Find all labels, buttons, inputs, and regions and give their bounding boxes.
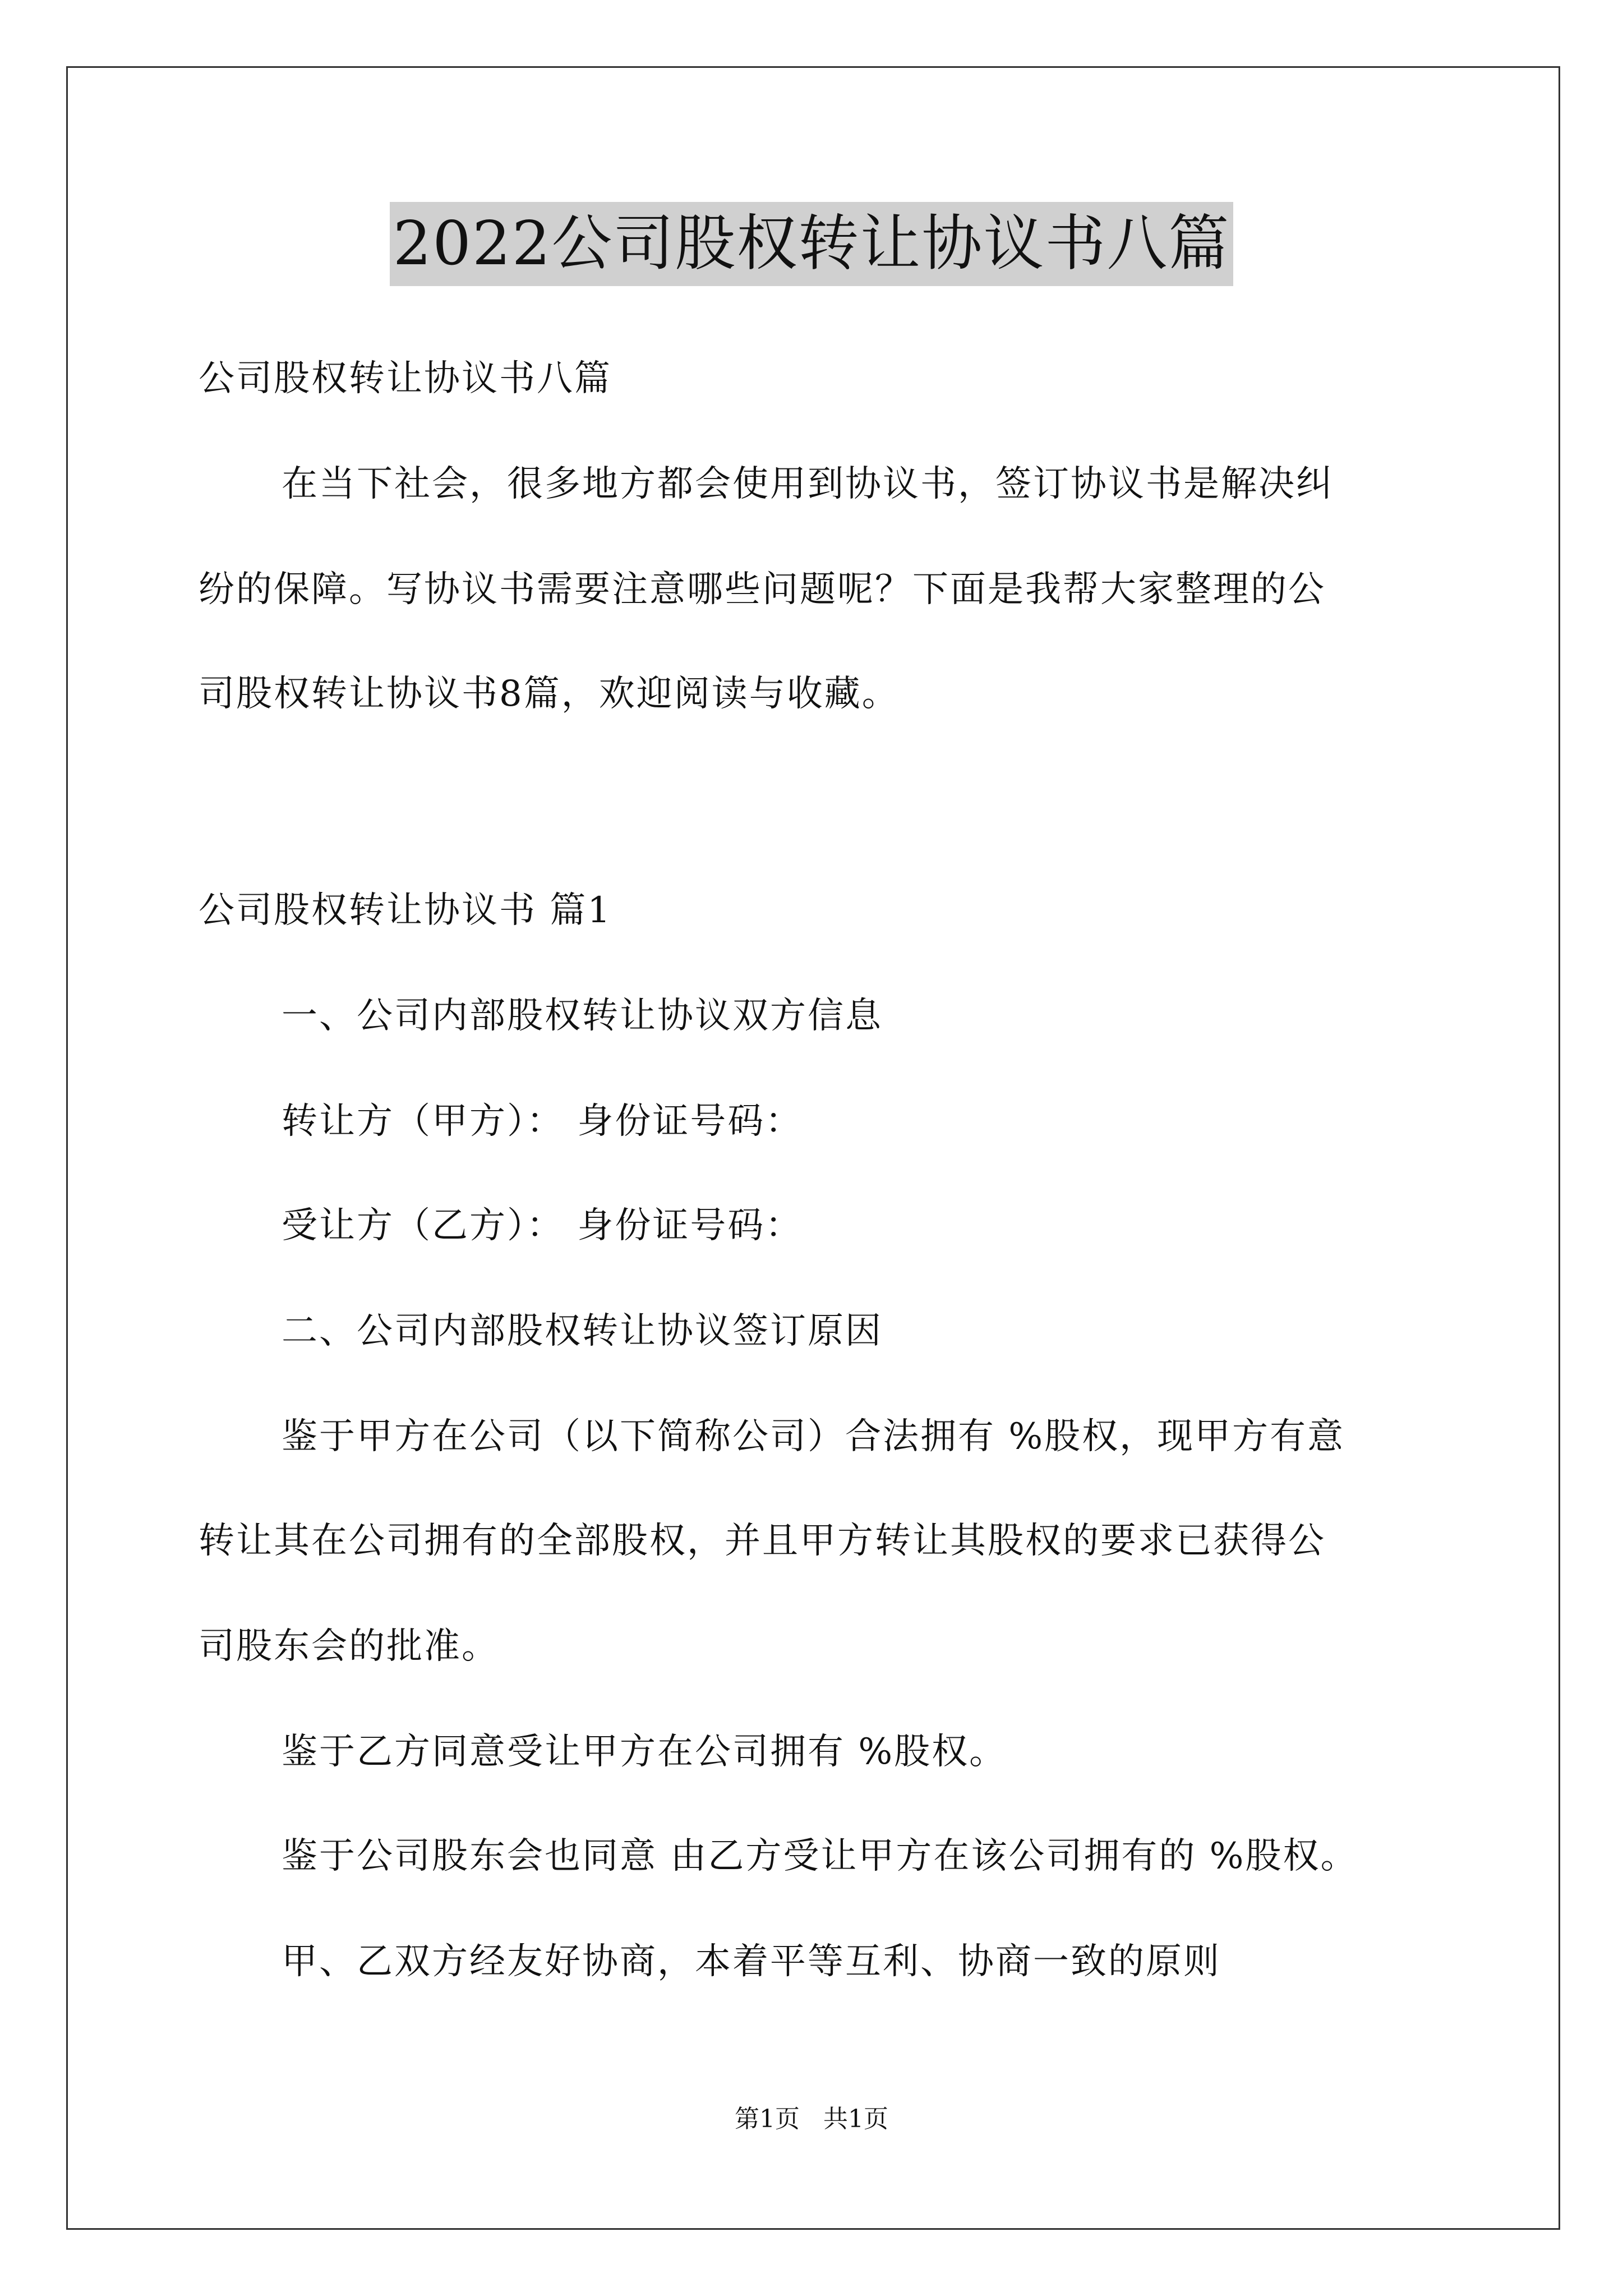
body-line-8: 鉴于乙方同意受让甲方在公司拥有 %股权。 [282, 1731, 1007, 1773]
body-line-4: 二、公司内部股权转让协议签订原因 [282, 1310, 883, 1352]
intro-line-1: 在当下社会，很多地方都会使用到协议书，签订协议书是解决纠 [282, 463, 1334, 505]
intro-line-3: 司股权转让协议书8篇，欢迎阅读与收藏。 [199, 673, 900, 715]
section-heading: 公司股权转让协议书 篇1 [199, 890, 612, 931]
body-line-3: 受让方（乙方）： 身份证号码： [282, 1205, 803, 1246]
intro-line-2: 纷的保障。写协议书需要注意哪些问题呢？下面是我帮大家整理的公 [199, 569, 1326, 610]
body-line-6: 转让其在公司拥有的全部股权，并且甲方转让其股权的要求已获得公 [199, 1520, 1326, 1562]
document-title: 2022公司股权转让协议书八篇 [390, 202, 1234, 286]
page-footer: 第1页 共1页 [735, 2105, 888, 2133]
body-line-1: 一、公司内部股权转让协议双方信息 [282, 995, 883, 1037]
body-line-5: 鉴于甲方在公司（以下简称公司）合法拥有 %股权，现甲方有意 [282, 1416, 1345, 1457]
body-line-10: 甲、乙双方经友好协商，本着平等互利、协商一致的原则 [282, 1941, 1221, 1982]
body-line-9: 鉴于公司股东会也同意 由乙方受让甲方在该公司拥有的 %股权。 [282, 1835, 1358, 1877]
body-line-7: 司股东会的批准。 [199, 1626, 499, 1667]
document-subtitle: 公司股权转让协议书八篇 [199, 358, 612, 399]
title-container [0, 202, 1623, 286]
body-line-2: 转让方（甲方）： 身份证号码： [282, 1101, 803, 1142]
